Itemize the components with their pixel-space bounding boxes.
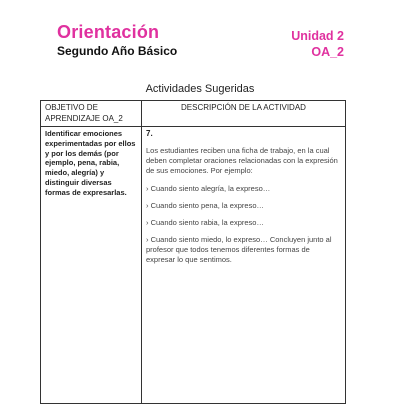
activity-item-2: › Cuando siento pena, la expreso… <box>146 200 264 210</box>
activity-item-1: › Cuando siento alegría, la expreso… <box>146 183 271 193</box>
activity-intro: Los estudiantes reciben una ficha de trabajo, en la cual deben completar oraciones relacionadas con la expresión de sus emociones. Por ejemplo: <box>146 145 338 175</box>
section-title: Actividades Sugeridas <box>145 83 255 95</box>
unit-block <box>291 28 344 60</box>
activities-table <box>40 100 346 404</box>
description-cell <box>142 127 346 404</box>
table-header-row <box>41 101 346 127</box>
table-row <box>41 127 346 404</box>
objective-text: Identificar emociones experimentadas por ellos y por los demás (por ejemplo, pena, rabia, miedo, alegría) y distinguir diversas formas de expresarlas. <box>45 129 136 197</box>
description-column-header: DESCRIPCIÓN DE LA ACTIVIDAD <box>142 101 346 127</box>
activity-item-3: › Cuando siento rabia, la expreso… <box>146 217 264 227</box>
unit-label: Unidad 2 <box>291 29 344 43</box>
activity-number: 7. <box>146 129 153 138</box>
objective-column-header: OBJETIVO DE APRENDIZAJE OA_2 <box>41 101 142 127</box>
page-subtitle: Segundo Año Básico <box>57 44 178 58</box>
objective-code: OA_2 <box>311 45 344 59</box>
activity-item-4: › Cuando siento miedo, lo expreso… Concluyen junto al profesor que todos tenemos diferentes formas de expresar lo que sentimos. <box>146 234 332 264</box>
objective-cell <box>41 127 142 404</box>
page-title: Orientación <box>57 22 160 42</box>
